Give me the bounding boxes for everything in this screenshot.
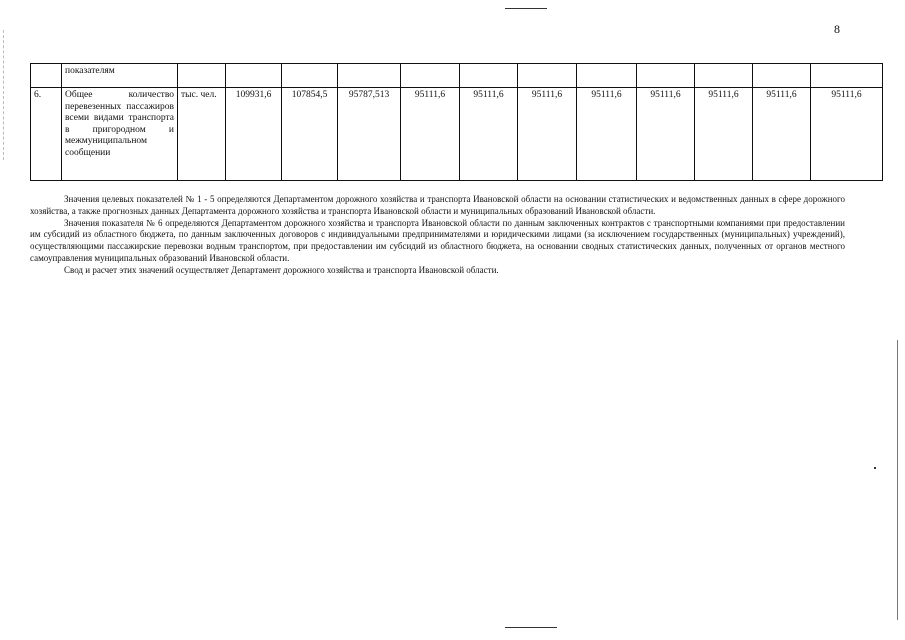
- cell-name-continuation: показателям: [62, 64, 178, 88]
- cell-empty: [401, 64, 460, 88]
- scan-edge-mark-left: [3, 30, 4, 160]
- cell-empty: [637, 64, 695, 88]
- header-rule: [505, 8, 547, 9]
- footer-rule: [505, 627, 557, 628]
- cell-value: 95111,6: [811, 88, 883, 181]
- cell-empty: [338, 64, 401, 88]
- note-paragraph-3: Свод и расчет этих значений осуществляет Департамент дорожного хозяйства и транспорта Ивановской области.: [64, 264, 499, 275]
- cell-value: 95111,6: [460, 88, 518, 181]
- cell-value: 109931,6: [226, 88, 282, 181]
- indicators-table: [30, 63, 883, 181]
- cell-empty: [577, 64, 637, 88]
- cell-value: 95111,6: [695, 88, 753, 181]
- cell-value: 107854,5: [282, 88, 338, 181]
- cell-value: 95111,6: [753, 88, 811, 181]
- cell-value: 95111,6: [401, 88, 460, 181]
- cell-empty: [518, 64, 577, 88]
- cell-empty: [753, 64, 811, 88]
- cell-value: 95111,6: [577, 88, 637, 181]
- cell-unit: тыс. чел.: [178, 88, 226, 181]
- note-paragraph-1: Значения целевых показателей № 1 - 5 определяются Департаментом дорожного хозяйства и транспорта Ивановской области на основании статистических и ведомственных данных в сфере дорожного хозяйства, а также прогнозных данных Департамента дорожного хозяйства и транспорта Ивановской области и муниципальных образований Ивановской области.: [30, 194, 845, 216]
- cell-empty: [226, 64, 282, 88]
- notes-section: [30, 194, 845, 277]
- cell-empty: [282, 64, 338, 88]
- table-row-indicator-6: [31, 88, 883, 181]
- scan-speck: [874, 467, 876, 469]
- table-row-continuation: [31, 64, 883, 88]
- cell-empty: [695, 64, 753, 88]
- cell-empty: [178, 64, 226, 88]
- cell-empty: [460, 64, 518, 88]
- note-paragraph-2: Значения показателя № 6 определяются Департаментом дорожного хозяйства и транспорта Ивановской области по данным заключенных контрактов с транспортными компаниями при предоставлении им субсидий из областного бюджета, по данным заключенных договоров с индивидуальными предпринимателями и юридическими лицами (за исключением государственных (муниципальных) учреждений), осуществляющими пассажирские перевозки водным транспортом, при предоставлении им субсидий из областного бюджета, на основании сводных статистических данных, полученных от органов местного самоуправления муниципальных образований Ивановской области.: [30, 217, 845, 263]
- cell-empty: [811, 64, 883, 88]
- cell-indicator-name: Общее количество перевезенных пассажиров всеми видами транспорта в пригородном и межмуниципальном сообщении: [62, 88, 178, 181]
- scan-edge-mark-right: [897, 340, 898, 620]
- cell-value: 95787,513: [338, 88, 401, 181]
- cell-number-empty: [31, 64, 62, 88]
- page-number: 8: [834, 22, 840, 36]
- cell-number: 6.: [31, 88, 62, 181]
- cell-value: 95111,6: [518, 88, 577, 181]
- cell-value: 95111,6: [637, 88, 695, 181]
